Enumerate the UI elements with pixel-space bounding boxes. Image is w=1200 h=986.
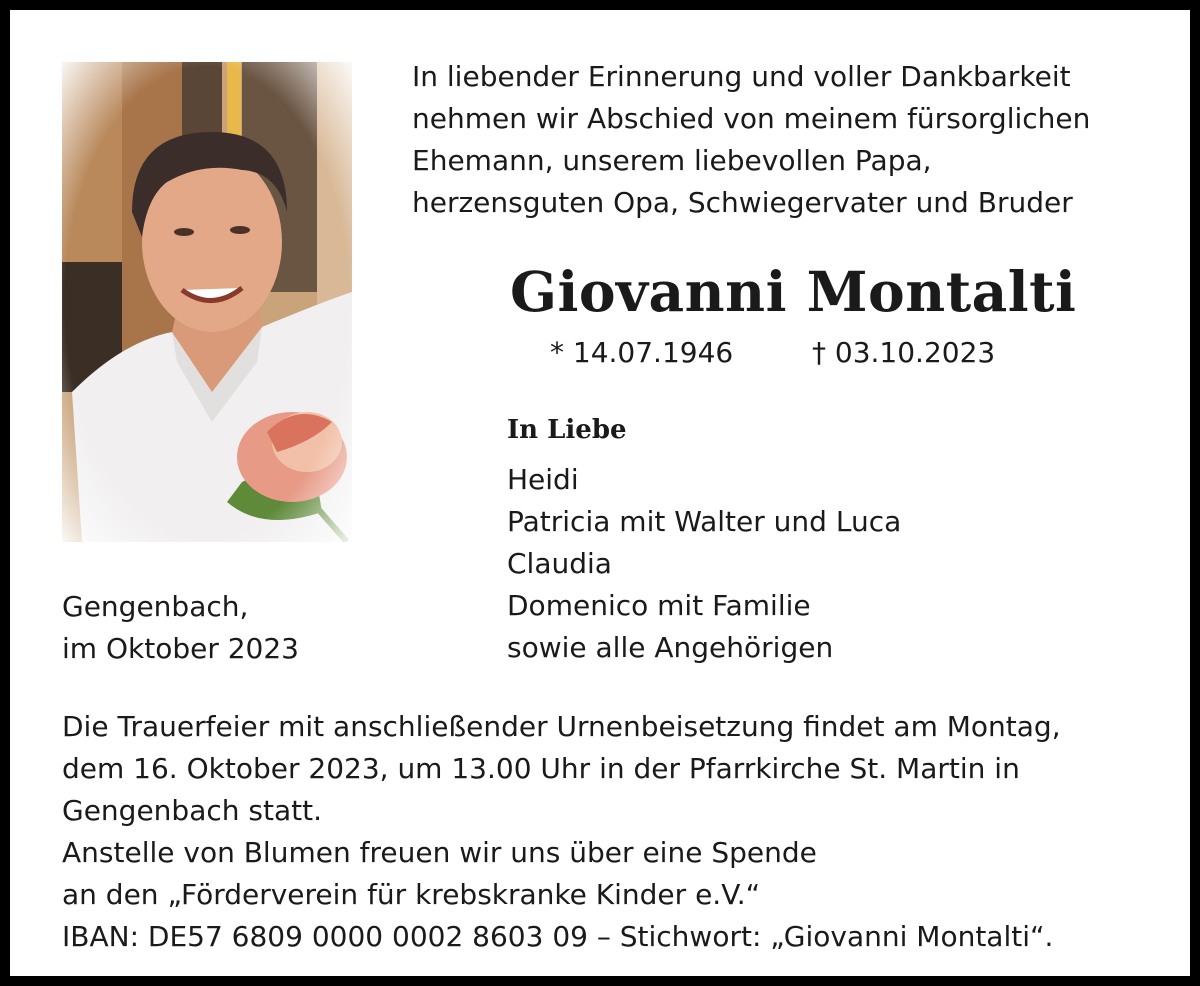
deceased-name: Giovanni Montalti: [510, 259, 1077, 324]
notice-line: IBAN: DE57 6809 0000 0002 8603 09 – Stichwort: „Giovanni Montalti“.: [62, 920, 1054, 953]
place-line: Gengenbach,: [62, 590, 249, 623]
notice-line: dem 16. Oktober 2023, um 13.00 Uhr in der Pfarrkirche St. Martin in: [62, 752, 1020, 785]
mourner: Domenico mit Familie: [507, 589, 811, 622]
intro-line: In liebender Erinnerung und voller Dankbarkeit: [412, 60, 1071, 93]
mourners-list: [507, 459, 901, 669]
life-dates: [550, 332, 995, 374]
funeral-notice: [62, 706, 1182, 958]
place-and-date: [62, 586, 299, 670]
mourner: sowie alle Angehörigen: [507, 631, 834, 664]
intro-line: nehmen wir Abschied von meinem fürsorglichen: [412, 102, 1091, 135]
intro-line: herzensguten Opa, Schwiegervater und Bruder: [412, 186, 1073, 219]
notice-line: Die Trauerfeier mit anschließender Urnenbeisetzung findet am Montag,: [62, 710, 1061, 743]
death-date: † 03.10.2023: [812, 336, 996, 369]
in-love-heading: In Liebe: [507, 415, 627, 445]
mourner: Heidi: [507, 463, 579, 496]
portrait-photo: [62, 62, 352, 542]
notice-line: Gengenbach statt.: [62, 794, 322, 827]
place-line: im Oktober 2023: [62, 632, 299, 665]
birth-date: * 14.07.1946: [550, 336, 734, 369]
mourner: Patricia mit Walter und Luca: [507, 505, 902, 538]
notice-line: an den „Förderverein für krebskranke Kinder e.V.“: [62, 878, 761, 911]
notice-line: Anstelle von Blumen freuen wir uns über eine Spende: [62, 836, 817, 869]
mourner: Claudia: [507, 547, 612, 580]
intro-text: [412, 56, 1182, 224]
intro-line: Ehemann, unserem liebevollen Papa,: [412, 144, 932, 177]
